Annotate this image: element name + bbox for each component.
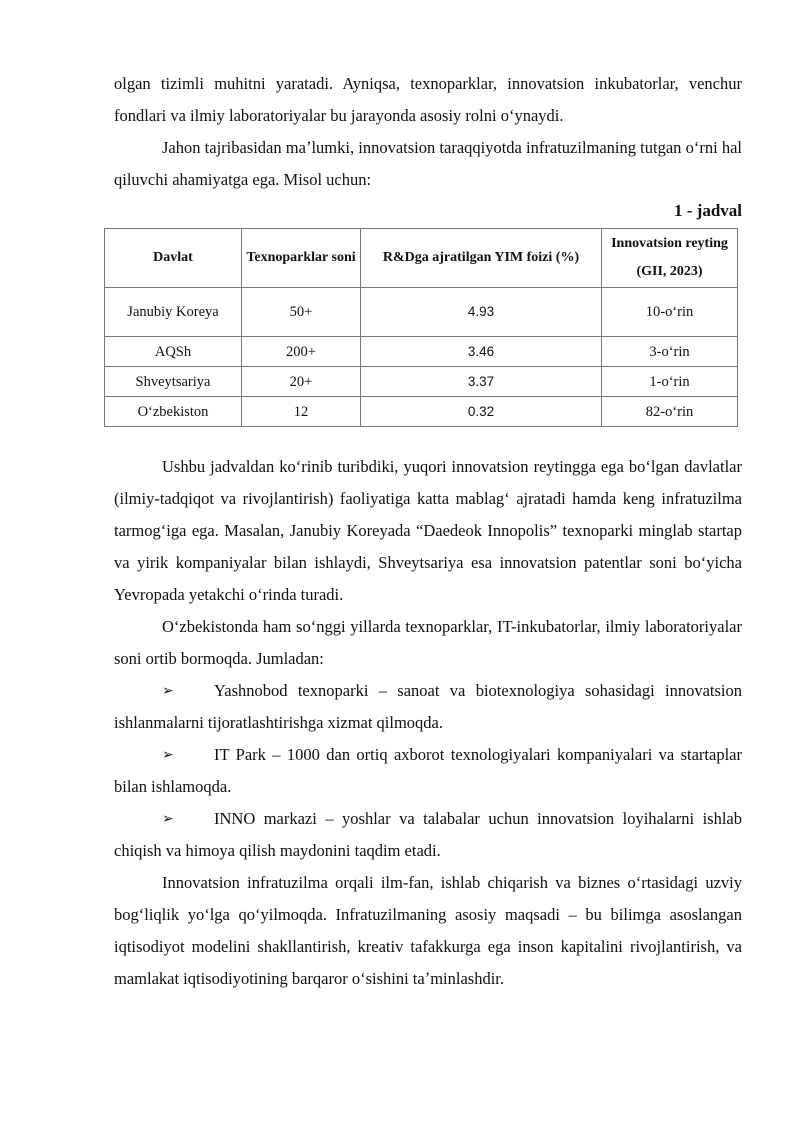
paragraph-conclusion: Innovatsion infratuzilma orqali ilm-fan, ishlab chiqarish va biznes oʻrtasidagi uzviy bogʻliqlik yoʻlga qoʻyilmoqda. Infratuzilmaning asosiy maqsadi – bu bilimga asoslangan iqtisodiyot modelini shakllantirish, kreativ tafakkurga ega inson kapitalini rivojlantirish, va mamlakat iqtisodiyotining barqaror oʻsishini taʼminlashdir. <box>114 873 742 988</box>
cell-technoparks: 50+ <box>242 288 361 337</box>
paragraph-intro-continuation: olgan tizimli muhitni yaratadi. Ayniqsa, texnoparklar, innovatsion inkubatorlar, venchur fondlari va ilmiy laboratoriyalar bu jarayonda asosiy rolni oʻynaydi. <box>114 74 742 125</box>
cell-rnd: 4.93 <box>361 288 602 337</box>
cell-technoparks: 200+ <box>242 337 361 367</box>
cell-rating: 10-oʻrin <box>602 288 738 337</box>
paragraph-uzbekistan: Oʻzbekistonda ham soʻnggi yillarda texnoparklar, IT-inkubatorlar, ilmiy laboratoriyalar soni ortib bormoqda. Jumladan: <box>114 617 742 668</box>
cell-rating: 82-oʻrin <box>602 397 738 427</box>
cell-rating: 3-oʻrin <box>602 337 738 367</box>
bullet-text: INNO markazi – yoshlar va talabalar uchun innovatsion loyihalarni ishlab chiqish va himoya qilish maydonini taqdim etadi. <box>114 809 742 860</box>
table-header-row <box>105 229 738 288</box>
bullet-text: Yashnobod texnoparki – sanoat va biotexnologiya sohasidagi innovatsion ishlanmalarni tijoratlashtirishga xizmat qilmoqda. <box>114 681 742 732</box>
arrow-bullet-icon: ➢ <box>162 683 174 699</box>
cell-country: Oʻzbekiston <box>105 397 242 427</box>
cell-rnd: 0.32 <box>361 397 602 427</box>
cell-rnd: 3.37 <box>361 367 602 397</box>
innovation-comparison-table <box>104 228 738 427</box>
paragraph-world-experience: Jahon tajribasidan maʼlumki, innovatsion taraqqiyotda infratuzilmaning tutgan oʻrni hal qiluvchi ahamiyatga ega. Misol uchun: <box>114 138 742 189</box>
table-row <box>105 288 738 337</box>
cell-rating: 1-oʻrin <box>602 367 738 397</box>
list-item <box>114 803 742 867</box>
cell-technoparks: 20+ <box>242 367 361 397</box>
paragraph-table-analysis: Ushbu jadvaldan koʻrinib turibdiki, yuqori innovatsion reytingga ega boʻlgan davlatlar (ilmiy-tadqiqot va rivojlantirish) faoliyatiga katta mablagʻ ajratadi hamda keng infratuzilma tarmogʻiga ega. Masalan, Janubiy Koreyada “Daedeok Innopolis” texnoparki minglab startap va yirik kompaniyalar bilan ishlaydi, Shveytsariya esa innovatsion patentlar soni boʻyicha Yevropada yetakchi oʻrinda turadi. <box>114 457 742 604</box>
header-innovation-rating: Innovatsion reyting (GII, 2023) <box>602 229 738 288</box>
cell-technoparks: 12 <box>242 397 361 427</box>
arrow-bullet-icon: ➢ <box>162 747 174 763</box>
bullet-text: IT Park – 1000 dan ortiq axborot texnologiyalari kompaniyalari va startaplar bilan ishlamoqda. <box>114 745 742 796</box>
cell-country: AQSh <box>105 337 242 367</box>
header-country: Davlat <box>105 229 242 288</box>
cell-rnd: 3.46 <box>361 337 602 367</box>
table-row <box>105 397 738 427</box>
list-item <box>114 675 742 739</box>
list-item <box>114 739 742 803</box>
table-caption: 1 - jadval <box>674 201 742 220</box>
table-row <box>105 367 738 397</box>
table-row <box>105 337 738 367</box>
cell-country: Janubiy Koreya <box>105 288 242 337</box>
header-technoparks: Texnoparklar soni <box>242 229 361 288</box>
arrow-bullet-icon: ➢ <box>162 811 174 827</box>
header-rnd-share: R&Dga ajratilgan YIM foizi (%) <box>361 229 602 288</box>
cell-country: Shveytsariya <box>105 367 242 397</box>
